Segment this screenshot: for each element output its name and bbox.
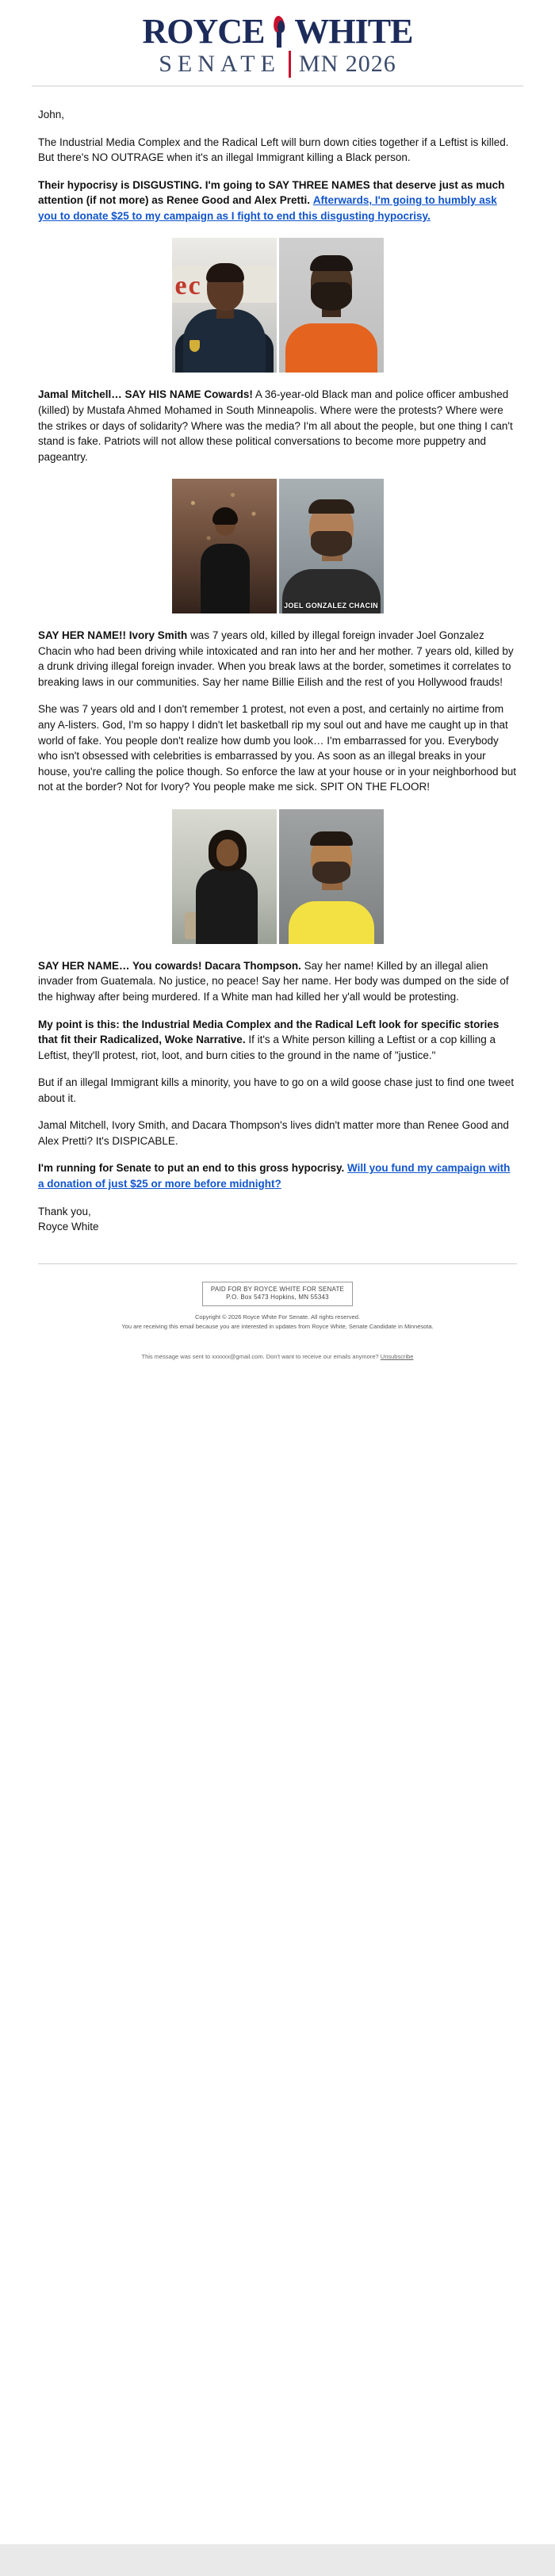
logo-state-year: MN 2026	[298, 51, 396, 77]
logo-divider	[289, 51, 291, 78]
campaign-logo[interactable]	[143, 14, 413, 78]
paragraph-10	[38, 1160, 517, 1191]
closing	[38, 1204, 517, 1235]
paragraph-7	[38, 1017, 517, 1064]
paragraph-6-bold: SAY HER NAME… You cowards! Dacara Thompson.	[38, 959, 301, 972]
paragraph-7-rest: If it's a White person killing a Leftist or a cop killing a Leftist, they'll protest, riot, loot, and burn cities to the ground in the name of "justice."	[38, 1034, 496, 1061]
paragraph-5: She was 7 years old and I don't remember 1 protest, not even a post, and certainly no airtime from any A-listers. God, I'm so happy I didn't let basketball rip my soul out and have me caught up in that world of fake. You people don't realize how dumb you look… I'm embarrassed for you. Everybody who isn't obsessed with celebrities is embarrassed by you. As soon as an illegal breaks in your house, you're calling the police though. So enforce the law at your house or in your neighborhood but not at the border? Not for Ivory? You people make me sick. SPIT ON THE FLOOR!	[38, 703, 516, 793]
paragraph-4-bold: SAY HER NAME!! Ivory Smith	[38, 629, 188, 642]
mustafa-ahmed-mohamed-mugshot	[279, 238, 384, 373]
copyright-block	[38, 1313, 517, 1331]
paragraph-7-bold: My point is this: the Industrial Media Complex and the Radical Left look for specific stories that fit their Radicalized, Woke Narrative.	[38, 1018, 500, 1046]
paragraph-1: The Industrial Media Complex and the Radical Left will burn down cities together if a Leftist is killed. But there's NO OUTRAGE when it's an illegal Immigrant killing a Black person.	[38, 136, 509, 164]
jamal-mitchell-photo: ec	[172, 238, 277, 373]
paragraph-6-rest: Say her name! Killed by an illegal alien invader from Guatemala. No justice, no peace! Say her name. Her body was dumped on the side of the highway after being murdered. If a White man had killed her y'all would be protesting.	[38, 959, 509, 1003]
photo-row-3	[38, 809, 517, 944]
copyright-line-1: Copyright © 2026 Royce White For Senate. All rights reserved.	[194, 1313, 361, 1321]
dacara-thompson-photo	[172, 809, 277, 944]
paragraph-4	[38, 628, 517, 690]
photo-caption: JOEL GONZALEZ CHACIN	[284, 602, 378, 610]
paragraph-6	[38, 958, 517, 1005]
paragraph-3	[38, 387, 517, 464]
donate-link-top[interactable]: Afterwards, I'm going to humbly ask you to donate $25 to my campaign as I fight to end this disgusting hypocrisy.	[38, 194, 497, 222]
unsubscribe-text: This message was sent to xxxxxx@gmail.com. Don't want to receive our emails anymore?	[141, 1352, 379, 1360]
unsubscribe-link[interactable]: Unsubscribe	[380, 1352, 414, 1360]
photo-row-2	[38, 479, 517, 613]
paid-for-line-2: P.O. Box 5473 Hopkins, MN 55343	[226, 1294, 329, 1301]
paid-for-disclaimer	[202, 1282, 353, 1307]
unsubscribe-bar	[38, 1353, 517, 1360]
closing-text: Thank you,	[38, 1205, 91, 1217]
email-footer	[0, 1263, 555, 1360]
signature-name: Royce White	[38, 1221, 99, 1233]
paid-for-line-1: PAID FOR BY ROYCE WHITE FOR SENATE	[210, 1285, 345, 1293]
paragraph-10-bold: I'm running for Senate to put an end to this gross hypocrisy.	[38, 1162, 345, 1175]
paragraph-3-bold: Jamal Mitchell… SAY HIS NAME Cowards!	[38, 388, 253, 401]
dacara-thompson-killer-mugshot	[279, 809, 384, 944]
paragraph-8: But if an illegal Immigrant kills a minority, you have to go on a wild goose chase just to find one tweet about it.	[38, 1076, 515, 1104]
footer-rule	[38, 1263, 517, 1264]
paragraph-2	[38, 178, 517, 224]
donate-link-bottom[interactable]: Will you fund my campaign with a donation of just $25 or more before midnight?	[38, 1162, 511, 1190]
torch-flame-icon	[269, 14, 289, 49]
salutation: John,	[38, 109, 65, 120]
email-body	[0, 94, 555, 1235]
paragraph-4-rest: was 7 years old, killed by illegal foreign invader Joel Gonzalez Chacin who had been driving while intoxicated and ran into her and her mother. 7 years old, killed by a drunk driving illegal foreign invader. When you break laws at the border, sometimes it correlates to breaking laws in our communities. Say her name Billie Eilish and the rest of you Hollywood frauds!	[38, 629, 514, 688]
photo-row-1	[38, 238, 517, 373]
logo-last-name: WHITE	[294, 12, 413, 51]
logo-first-name: ROYCE	[142, 12, 265, 51]
logo-subtitle-row	[143, 51, 413, 78]
paragraph-3-rest: A 36-year-old Black man and police officer ambushed (killed) by Mustafa Ahmed Mohamed in South Minneapolis. Where were the protests? Where were the strikes or days of solidarity? Where was the media? I'm all about the people, but one thing I can't stand is fake. Patriots will not allow these political conversations to become more puppetry and pageantry.	[38, 388, 513, 463]
paragraph-9: Jamal Mitchell, Ivory Smith, and Dacara Thompson's lives didn't matter more than Renee Good and Alex Pretti? It's DISPICABLE.	[38, 1119, 509, 1147]
copyright-line-2: You are receiving this email because you are interested in updates from Royce White, Senate Candidate in Minnesota.	[121, 1322, 434, 1330]
email-header	[0, 0, 555, 94]
ivory-smith-photo	[172, 479, 277, 613]
paragraph-2-bold: Their hypocrisy is DISGUSTING. I'm going to SAY THREE NAMES that deserve just as much attention (if not more) as Renee Good and Alex Pretti.	[38, 178, 505, 207]
joel-gonzalez-chacin-mugshot	[279, 479, 384, 613]
logo-name-row	[143, 14, 413, 49]
logo-senate-text: SENATE	[159, 51, 281, 77]
